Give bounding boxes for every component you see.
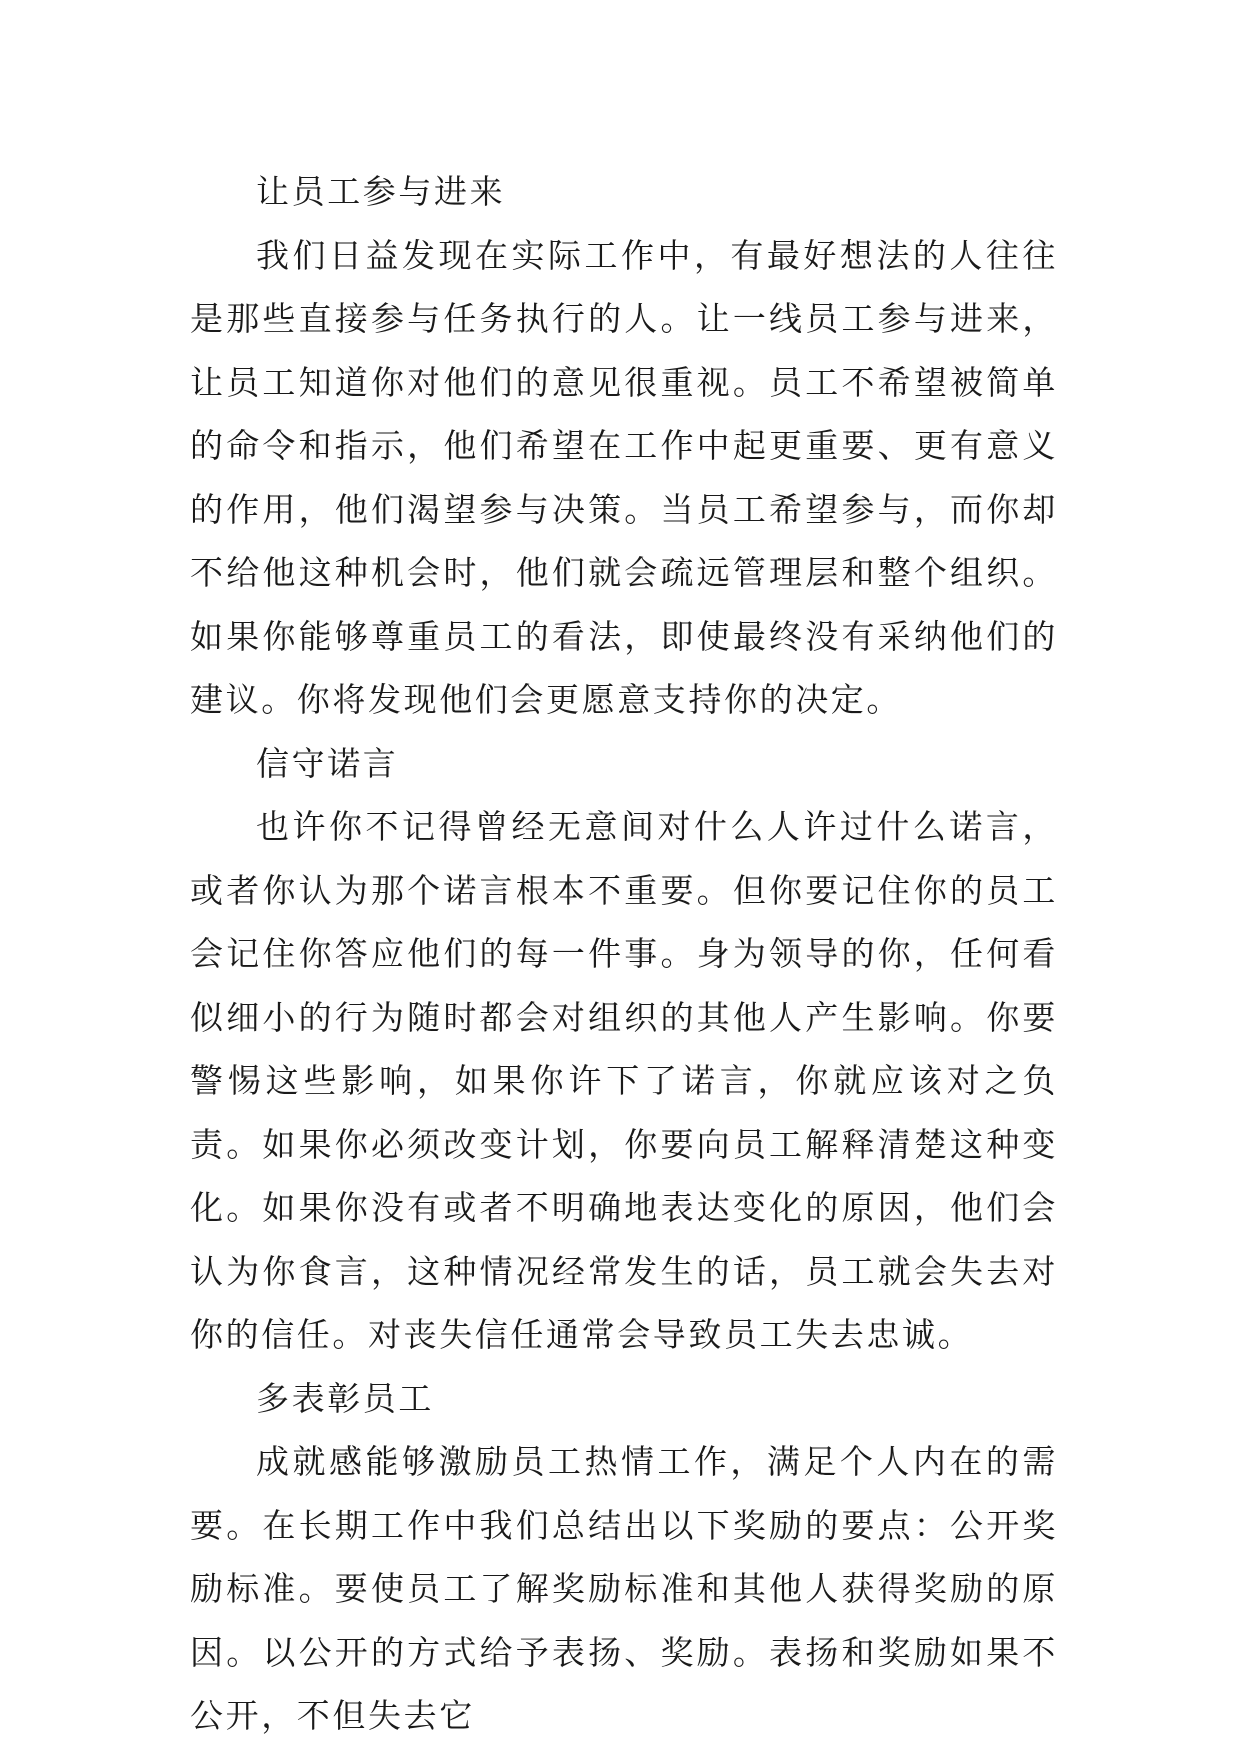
paragraph-participation: 我们日益发现在实际工作中，有最好想法的人往往是那些直接参与任务执行的人。让一线员工参与进来，让员工知道你对他们的意见很重视。员工不希望被简单的命令和指示，他们希望在工作中起更重要、更有意义的作用，他们渴望参与决策。当员工希望参与，而你却不给他这种机会时，他们就会疏远管理层和整个组织。如果你能够尊重员工的看法，即使最终没有采纳他们的建议。你将发现他们会更愿意支持你的决定。: [190, 235, 1058, 719]
paragraph-keep-promises: 也许你不记得曾经无意间对什么人许过什么诺言，或者你认为那个诺言根本不重要。但你要记住你的员工会记住你答应他们的每一件事。身为领导的你，任何看似细小的行为随时都会对组织的其他人产生影响。你要警惕这些影响，如果你许下了诺言，你就应该对之负责。如果你必须改变计划，你要向员工解释清楚这种变化。如果你没有或者不明确地表达变化的原因，他们会认为你食言，这种情况经常发生的话，员工就会失去对你的信任。对丧失信任通常会导致员工失去忠诚。: [190, 807, 1058, 1354]
section-heading-recognition: 多表彰员工: [256, 1378, 434, 1418]
document-body: [190, 160, 1058, 1748]
paragraph-recognition: 成就感能够激励员工热情工作，满足个人内在的需要。在长期工作中我们总结出以下奖励的要点：公开奖励标准。要使员工了解奖励标准和其他人获得奖励的原因。以公开的方式给予表扬、奖励。表扬和奖励如果不公开，不但失去它: [190, 1442, 1058, 1735]
section-heading-participation: 让员工参与进来: [256, 172, 506, 211]
section-heading-keep-promises: 信守诺言: [256, 743, 399, 783]
